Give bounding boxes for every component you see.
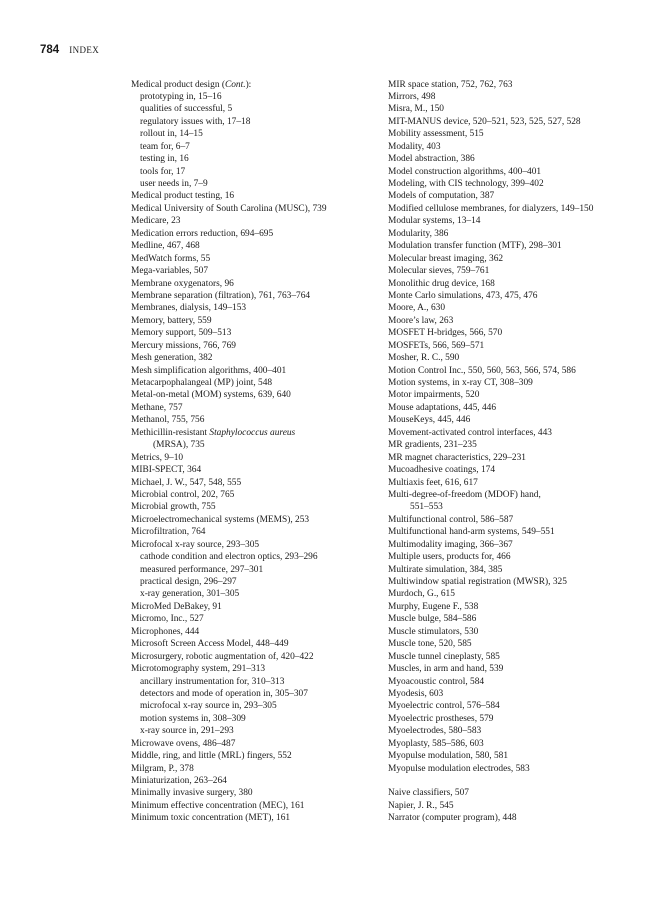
entry-italic-text: Staphylococcus aureus <box>209 427 296 438</box>
index-subentry: prototyping in, 15–16 <box>140 91 222 102</box>
index-entry: Modeling, with CIS technology, 399–402 <box>388 179 544 189</box>
index-entry: Microfiltration, 764 <box>131 527 206 538</box>
index-entry: Modality, 403 <box>388 141 441 152</box>
index-entry: Molecular sieves, 759–761 <box>388 266 490 277</box>
index-subentry: motion systems in, 308–309 <box>140 713 246 724</box>
entry-text: Methicillin-resistant <box>131 427 210 438</box>
index-subentry: x-ray source in, 291–293 <box>140 726 234 737</box>
entry-text: ): <box>245 79 252 90</box>
index-entry <box>131 79 381 91</box>
index-subentry: tools for, 17 <box>140 166 186 177</box>
index-entry: Myoelectric control, 576–584 <box>388 701 500 712</box>
index-entry: Motion systems, in x-ray CT, 308–309 <box>388 378 533 388</box>
index-entry: Michael, J. W., 547, 548, 555 <box>131 477 242 488</box>
index-entry: Napier, J. R., 545 <box>388 800 454 811</box>
index-entry: Moore’s law, 263 <box>388 315 454 326</box>
index-entry-continuation: 551–553 <box>410 502 443 513</box>
index-entry: Muscle tone, 520, 585 <box>388 639 472 650</box>
page-number: 784 <box>40 44 60 56</box>
index-entry: Modulation transfer function (MTF), 298–301 <box>388 241 562 252</box>
index-entry: Muscle stimulators, 530 <box>388 626 479 637</box>
index-subentry: microfocal x-ray source in, 293–305 <box>140 701 277 712</box>
index-subentry: measured performance, 297–301 <box>140 564 264 575</box>
index-entry: Moore, A., 630 <box>388 303 446 314</box>
index-entry: Mesh simplification algorithms, 400–401 <box>131 365 287 376</box>
index-entry: Model construction algorithms, 400–401 <box>388 166 542 177</box>
index-subentry: rollout in, 14–15 <box>140 129 203 140</box>
index-entry: Minimum toxic concentration (MET), 161 <box>131 813 291 824</box>
index-entry: Metacarpophalangeal (MP) joint, 548 <box>131 378 273 388</box>
index-entry: MOSFETs, 566, 569–571 <box>388 340 485 351</box>
index-entry: Microsurgery, robotic augmentation of, 420–422 <box>131 651 314 662</box>
index-entry: Multifunctional control, 586–587 <box>388 514 514 525</box>
index-entry: Medicare, 23 <box>131 216 181 227</box>
index-subentry: testing in, 16 <box>140 154 189 165</box>
index-entry: Minimally invasive surgery, 380 <box>131 788 253 799</box>
index-entry: Modularity, 386 <box>388 228 449 239</box>
index-entry: Microwave ovens, 486–487 <box>131 738 236 749</box>
index-entry: Multi-degree-of-freedom (MDOF) hand, <box>388 489 541 500</box>
index-entry: Muscle bulge, 584–586 <box>388 614 477 625</box>
index-entry: Modular systems, 13–14 <box>388 216 481 227</box>
index-entry: Motor impairments, 520 <box>388 390 480 401</box>
index-entry: Multiaxis feet, 616, 617 <box>388 477 478 488</box>
index-entry: Medical product testing, 16 <box>131 191 235 202</box>
section-gap <box>388 775 658 787</box>
index-entry-continuation: (MRSA), 735 <box>153 440 205 451</box>
index-entry: Microfocal x-ray source, 293–305 <box>131 539 260 550</box>
index-entry: MIT-MANUS device, 520–521, 523, 525, 527, 528 <box>388 116 581 127</box>
index-entry: Multifunctional hand-arm systems, 549–551 <box>388 527 555 538</box>
index-subentry: team for, 6–7 <box>140 141 190 152</box>
index-entry: Membrane separation (filtration), 761, 763–764 <box>131 290 311 301</box>
index-entry: Model abstraction, 386 <box>388 154 475 165</box>
index-entry: Naive classifiers, 507 <box>388 788 469 799</box>
index-entry: Medication errors reduction, 694–695 <box>131 228 274 239</box>
index-entry: Methane, 757 <box>131 402 183 413</box>
index-subentry: x-ray generation, 301–305 <box>140 589 240 600</box>
index-entry: Microphones, 444 <box>131 626 200 637</box>
index-column-right <box>388 79 658 825</box>
index-entry: MIR space station, 752, 762, 763 <box>388 79 513 90</box>
index-entry: MOSFET H-bridges, 566, 570 <box>388 328 503 339</box>
index-entry: Medical University of South Carolina (MUSC), 739 <box>131 203 327 214</box>
index-entry: MIBI-SPECT, 364 <box>131 465 202 476</box>
index-entry: Murphy, Eugene F., 538 <box>388 601 479 612</box>
index-entry: Metrics, 9–10 <box>131 452 184 463</box>
index-entry: Muscles, in arm and hand, 539 <box>388 664 504 675</box>
index-entry: Micromo, Inc., 527 <box>131 614 204 625</box>
index-entry: Motion Control Inc., 550, 560, 563, 566, 574, 586 <box>388 365 576 376</box>
index-entry: Microelectromechanical systems (MEMS), 253 <box>131 514 310 525</box>
index-entry: MouseKeys, 445, 446 <box>388 415 471 426</box>
index-entry: Myodesis, 603 <box>388 688 444 699</box>
index-entry: Membranes, dialysis, 149–153 <box>131 303 247 314</box>
index-entry: Microsoft Screen Access Model, 448–449 <box>131 639 289 650</box>
index-entry: Milgram, P., 378 <box>131 763 194 774</box>
index-entry: Movement-activated control interfaces, 443 <box>388 427 552 438</box>
index-entry: Minimum effective concentration (MEC), 161 <box>131 800 305 811</box>
index-entry: Mesh generation, 382 <box>131 353 213 364</box>
index-entry: Mouse adaptations, 445, 446 <box>388 402 497 413</box>
index-entry: MR magnet characteristics, 229–231 <box>388 452 526 463</box>
entry-text: Medical product design ( <box>131 79 225 90</box>
index-entry: Models of computation, 387 <box>388 191 495 202</box>
index-entry: MR gradients, 231–235 <box>388 440 477 451</box>
index-entry: Methanol, 755, 756 <box>131 415 205 426</box>
index-entry: Middle, ring, and little (MRL) fingers, 552 <box>131 751 292 762</box>
index-entry: MicroMed DeBakey, 91 <box>131 601 222 612</box>
index-entry: Multiple users, products for, 466 <box>388 552 511 563</box>
index-entry: Myoacoustic control, 584 <box>388 676 485 687</box>
index-entry: Microbial growth, 755 <box>131 502 216 513</box>
index-entry: Myoelectrodes, 580–583 <box>388 726 482 737</box>
index-entry: Murdoch, G., 615 <box>388 589 455 600</box>
index-entry: Monte Carlo simulations, 473, 475, 476 <box>388 290 538 301</box>
index-entry: Memory, battery, 559 <box>131 315 212 326</box>
index-entry: Mega-variables, 507 <box>131 266 209 277</box>
index-entry: Modified cellulose membranes, for dialyzers, 149–150 <box>388 203 594 214</box>
index-entry: Microbial control, 202, 765 <box>131 489 235 500</box>
index-subentry: qualities of successful, 5 <box>140 104 233 115</box>
index-entry: Miniaturization, 263–264 <box>131 776 227 786</box>
index-entry: Misra, M., 150 <box>388 104 444 115</box>
index-entry: Monolithic drug device, 168 <box>388 278 495 289</box>
index-entry: Microtomography system, 291–313 <box>131 664 266 675</box>
index-entry: Muscle tunnel cineplasty, 585 <box>388 651 500 662</box>
running-title: INDEX <box>69 45 100 55</box>
index-column-left <box>131 79 381 825</box>
index-entry: Multirate simulation, 384, 385 <box>388 564 503 575</box>
index-entry: Mercury missions, 766, 769 <box>131 340 236 351</box>
page-header <box>40 44 99 58</box>
index-subentry: cathode condition and electron optics, 293–296 <box>140 552 318 563</box>
index-entry: Myoplasty, 585–586, 603 <box>388 738 484 749</box>
index-entry: MedWatch forms, 55 <box>131 253 211 264</box>
entry-italic-text: Cont. <box>224 79 246 90</box>
index-entry: Metal-on-metal (MOM) systems, 639, 640 <box>131 390 291 401</box>
index-entry: Multiwindow spatial registration (MWSR), 325 <box>388 577 567 587</box>
index-subentry: practical design, 296–297 <box>140 577 237 587</box>
index-entry: Membrane oxygenators, 96 <box>131 278 234 289</box>
index-entry: Memory support, 509–513 <box>131 328 232 339</box>
index-entry: Multimodality imaging, 366–367 <box>388 539 513 550</box>
index-subentry: regulatory issues with, 17–18 <box>140 116 251 127</box>
index-entry: Mobility assessment, 515 <box>388 129 484 140</box>
index-entry: Narrator (computer program), 448 <box>388 813 517 824</box>
index-subentry: user needs in, 7–9 <box>140 179 208 189</box>
index-entry: Mirrors, 498 <box>388 91 436 102</box>
index-entry: Medline, 467, 468 <box>131 241 200 252</box>
index-entry: Mucoadhesive coatings, 174 <box>388 465 496 476</box>
index-subentry: detectors and mode of operation in, 305–307 <box>140 688 308 699</box>
index-entry: Myoelectric prostheses, 579 <box>388 713 494 724</box>
index-entry <box>131 427 381 439</box>
index-entry: Molecular breast imaging, 362 <box>388 253 504 264</box>
index-entry: Myopulse modulation, 580, 581 <box>388 751 509 762</box>
index-entry: Myopulse modulation electrodes, 583 <box>388 763 530 774</box>
index-subentry: ancillary instrumentation for, 310–313 <box>140 676 285 687</box>
index-entry: Mosher, R. C., 590 <box>388 353 460 364</box>
